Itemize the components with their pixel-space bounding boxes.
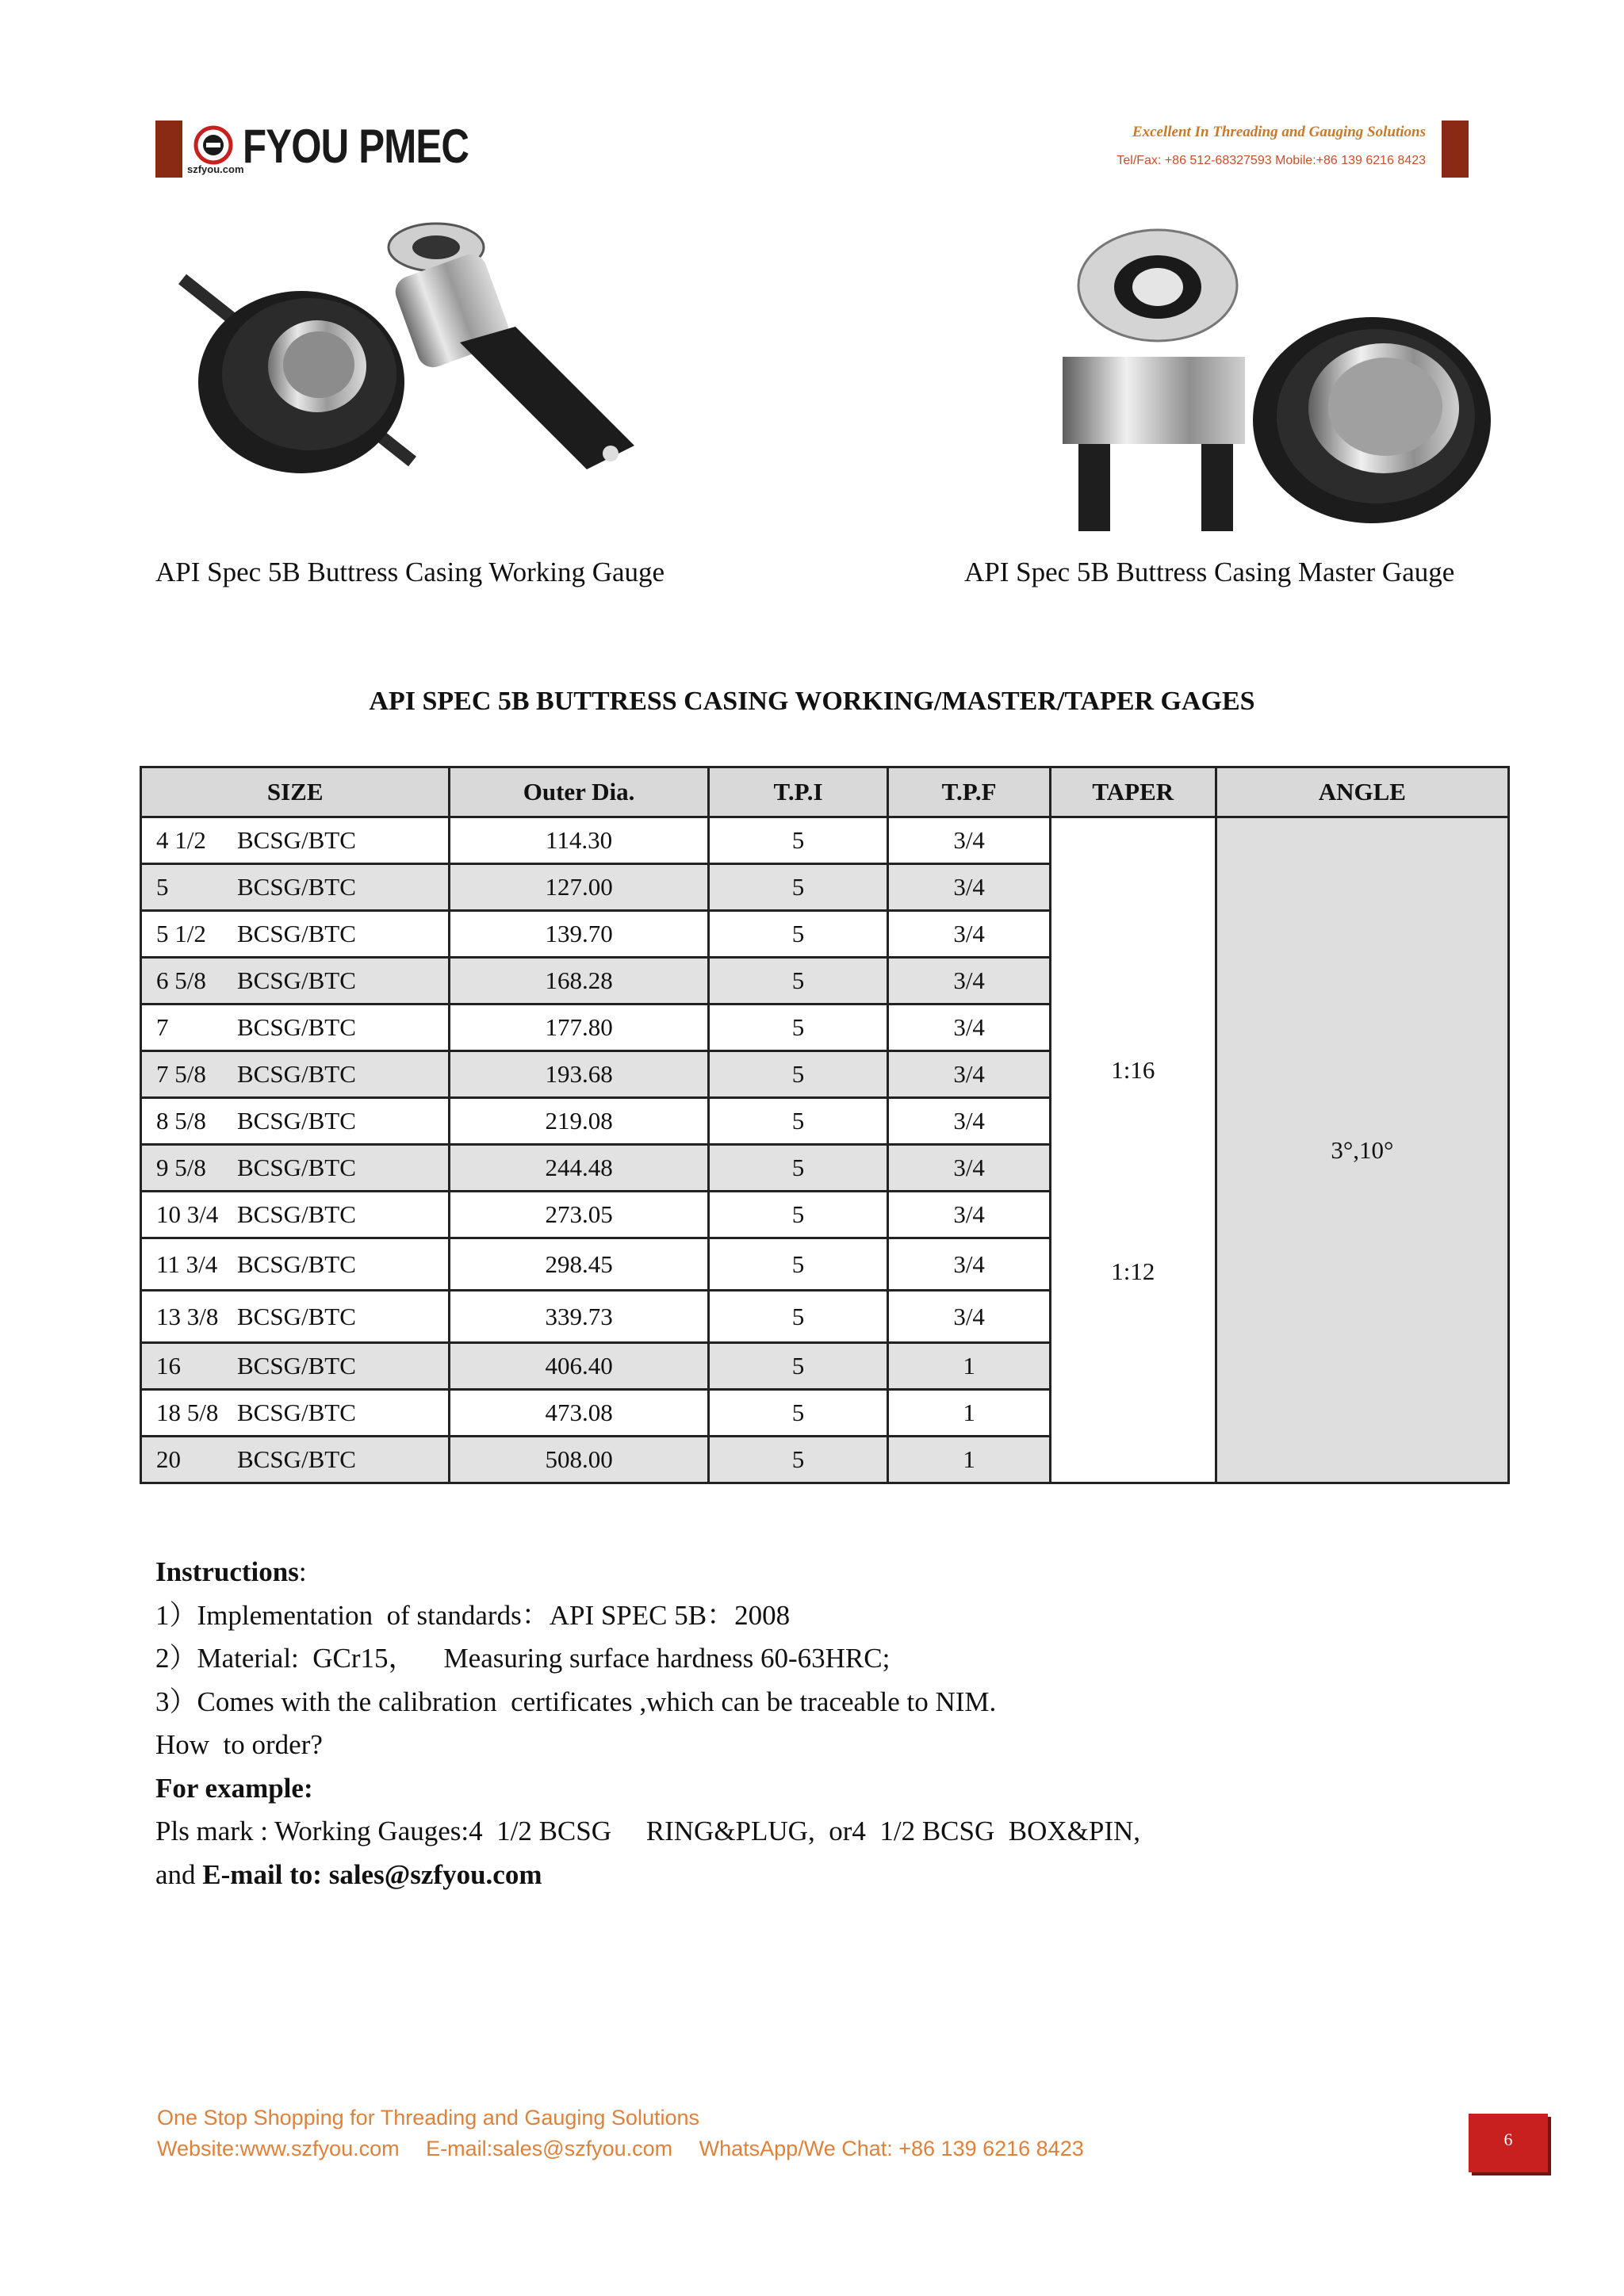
cell-tpi: 5 [708,1291,888,1343]
size-number: 4 1/2 [156,826,206,854]
size-number: 11 3/4 [156,1249,218,1278]
cell-tpf: 3/4 [888,911,1051,958]
cell-tpf: 1 [888,1437,1051,1483]
cell-taper [1050,817,1216,1483]
cell-size [141,1390,450,1437]
size-type: BCSG/BTC [237,1107,356,1135]
cell-size [141,1145,450,1192]
header-tpf: T.P.F [888,767,1051,817]
size-number: 8 5/8 [156,1107,206,1135]
cell-outer-dia: 508.00 [450,1437,708,1483]
cell-outer-dia: 219.08 [450,1098,708,1145]
cell-outer-dia: 244.48 [450,1145,708,1192]
header-right-bar [1442,121,1469,178]
cell-tpf: 1 [888,1343,1051,1390]
instructions-block [155,1551,1140,1896]
example-heading: For example: [155,1772,313,1804]
cell-tpf: 3/4 [888,817,1051,864]
cell-size [141,1192,450,1238]
cell-tpf: 3/4 [888,1004,1051,1051]
cell-tpi: 5 [708,1051,888,1098]
cell-tpi: 5 [708,1390,888,1437]
cell-size [141,1291,450,1343]
header-tpi: T.P.I [708,767,888,817]
cell-outer-dia: 168.28 [450,958,708,1004]
master-gauge-photo [1047,214,1491,539]
cell-tpi: 5 [708,1238,888,1291]
cell-tpf: 3/4 [888,1098,1051,1145]
cell-size [141,1004,450,1051]
cell-outer-dia: 127.00 [450,864,708,911]
cell-outer-dia: 193.68 [450,1051,708,1098]
header-angle: ANGLE [1216,767,1508,817]
cell-size [141,1238,450,1291]
size-type: BCSG/BTC [237,1302,356,1330]
size-number: 6 5/8 [156,966,206,994]
taper-value-1-16: 1:16 [1111,1056,1155,1084]
size-type: BCSG/BTC [237,920,356,947]
instructions-colon: : [298,1556,307,1587]
cell-outer-dia: 273.05 [450,1192,708,1238]
table-title: API SPEC 5B BUTTRESS CASING WORKING/MASTER/TAPER GAGES [369,687,1255,716]
size-type: BCSG/BTC [237,1013,356,1041]
how-to-order: How to order? [155,1729,323,1760]
size-type: BCSG/BTC [237,873,356,901]
cell-outer-dia: 177.80 [450,1004,708,1051]
email-prefix: and [155,1858,203,1890]
cell-tpf: 3/4 [888,1051,1051,1098]
cell-tpf: 3/4 [888,864,1051,911]
header-outer-dia: Outer Dia. [450,767,708,817]
cell-tpf: 3/4 [888,1145,1051,1192]
cell-size [141,1437,450,1483]
instruction-line-3: 3）Comes with the calibration certificates ,which can be traceable to NIM. [155,1686,997,1717]
cell-size [141,1343,450,1390]
logo-site-text: szfyou.com [187,163,244,175]
master-gauge-caption: API Spec 5B Buttress Casing Master Gauge [964,557,1455,587]
header-contact: Tel/Fax: +86 512-68327593 Mobile:+86 139 6216 8423 [1116,154,1426,167]
working-gauge-caption: API Spec 5B Buttress Casing Working Gauge [155,557,665,587]
cell-tpf: 3/4 [888,1238,1051,1291]
cell-tpi: 5 [708,1004,888,1051]
size-type: BCSG/BTC [237,1154,356,1181]
size-type: BCSG/BTC [237,1249,356,1278]
footer-email[interactable]: E-mail:sales@szfyou.com [426,2137,673,2160]
cell-tpi: 5 [708,1145,888,1192]
size-number: 5 1/2 [156,920,206,947]
cell-size [141,911,450,958]
instructions-heading: Instructions [155,1556,299,1587]
cell-tpi: 5 [708,1098,888,1145]
cell-tpf: 1 [888,1390,1051,1437]
order-example-line: Pls mark : Working Gauges:4 1/2 BCSG RING&PLUG, or4 1/2 BCSG BOX&PIN, [155,1816,1141,1846]
cell-size [141,864,450,911]
cell-size [141,817,450,864]
size-number: 18 5/8 [156,1399,219,1426]
footer-website[interactable]: Website:www.szfyou.com [157,2137,400,2160]
gauge-spec-table [140,766,1510,1484]
footer-whatsapp: WhatsApp/We Chat: +86 139 6216 8423 [699,2137,1084,2160]
header-taper: TAPER [1050,767,1216,817]
taper-value-1-12: 1:12 [1111,1257,1155,1285]
size-type: BCSG/BTC [237,1399,356,1426]
table-header-row [141,767,1509,817]
size-number: 5 [156,873,169,901]
cell-tpi: 5 [708,1343,888,1390]
cell-tpf: 3/4 [888,1291,1051,1343]
size-number: 10 3/4 [156,1200,219,1228]
size-number: 16 [156,1352,181,1380]
cell-tpi: 5 [708,864,888,911]
cell-tpi: 5 [708,817,888,864]
cell-angle: 3°,10° [1216,817,1508,1483]
cell-tpi: 5 [708,1192,888,1238]
size-number: 13 3/8 [156,1302,219,1330]
header-left-bar [155,121,182,178]
header-tagline: Excellent In Threading and Gauging Solutions [1132,124,1426,140]
size-type: BCSG/BTC [237,1200,356,1228]
logo-wordmark: FYOU PMEC [243,120,469,173]
cell-outer-dia: 114.30 [450,817,708,864]
size-number: 7 [156,1013,169,1041]
footer [157,2103,1105,2164]
cell-tpf: 3/4 [888,1192,1051,1238]
size-number: 7 5/8 [156,1060,206,1088]
email-contact[interactable]: E-mail to: sales@szfyou.com [202,1858,542,1890]
cell-outer-dia: 298.45 [450,1238,708,1291]
cell-size [141,1051,450,1098]
cell-tpf: 3/4 [888,958,1051,1004]
cell-tpi: 5 [708,958,888,1004]
cell-outer-dia: 339.73 [450,1291,708,1343]
page-number: 6 [1469,2114,1548,2172]
table-row [141,817,1509,864]
cell-tpi: 5 [708,911,888,958]
cell-outer-dia: 139.70 [450,911,708,958]
size-number: 9 5/8 [156,1154,206,1181]
cell-outer-dia: 473.08 [450,1390,708,1437]
size-type: BCSG/BTC [237,826,356,854]
cell-size [141,958,450,1004]
instruction-line-1: 1）Implementation of standards：API SPEC 5B：2008 [155,1599,791,1631]
cell-outer-dia: 406.40 [450,1343,708,1390]
size-type: BCSG/BTC [237,1352,356,1380]
cell-tpi: 5 [708,1437,888,1483]
footer-slogan: One Stop Shopping for Threading and Gauging Solutions [157,2106,699,2130]
instruction-line-2: 2）Material: GCr15， Measuring surface hardness 60-63HRC; [155,1643,891,1674]
logo-emblem-icon [193,125,233,165]
size-type: BCSG/BTC [237,966,356,994]
size-type: BCSG/BTC [237,1060,356,1088]
working-gauge-photo [167,208,642,501]
size-number: 20 [156,1445,181,1473]
header-size: SIZE [141,767,450,817]
size-type: BCSG/BTC [237,1445,356,1473]
cell-size [141,1098,450,1145]
